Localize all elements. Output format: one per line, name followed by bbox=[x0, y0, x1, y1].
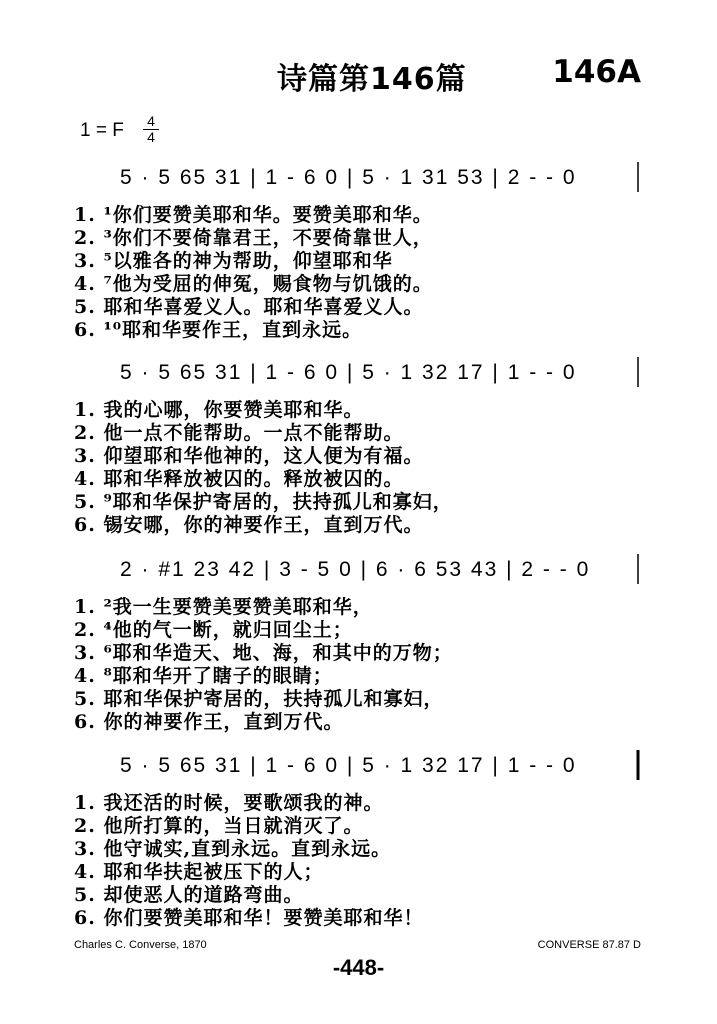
lyric-line: 5. 却使恶人的道路弯曲。 bbox=[74, 884, 304, 906]
notation-line bbox=[0, 552, 717, 586]
notation-svg bbox=[0, 552, 717, 586]
notation-svg bbox=[0, 748, 717, 782]
lyric-line: 2. 他一点不能帮助。一点不能帮助。 bbox=[74, 422, 404, 444]
lyric-line: 5. ⁹耶和华保护寄居的，扶持孤儿和寡妇， bbox=[74, 491, 453, 513]
page-number: -448- bbox=[332, 955, 385, 980]
tune-name: CONVERSE 87.87 D bbox=[537, 939, 641, 951]
notation-svg bbox=[0, 160, 717, 194]
lyric-line: 2. ³你们不要倚靠君王，不要倚靠世人， bbox=[74, 227, 433, 249]
composer-credit: Charles C. Converse, 1870 bbox=[74, 939, 207, 951]
notation-svg bbox=[0, 355, 717, 389]
lyric-line: 6. 你的神要作王，直到万代。 bbox=[74, 711, 344, 733]
lyric-line: 3. ⁵以雅各的神为帮助，仰望耶和华 bbox=[74, 250, 393, 272]
notation-text: 5 · 5 65 31 | 1 - 6 0 | 5 · 1 31 53 | 2 - - 0 bbox=[120, 166, 577, 189]
notation-text: 5 · 5 65 31 | 1 - 6 0 | 5 · 1 32 17 | 1 - - 0 bbox=[120, 361, 577, 384]
lyric-line: 2. ⁴他的气一断，就归回尘土； bbox=[74, 619, 353, 641]
lyric-line: 6. 锡安哪，你的神要作王，直到万代。 bbox=[74, 514, 424, 536]
lyric-line: 5. 耶和华保护寄居的，扶持孤儿和寡妇， bbox=[74, 688, 444, 710]
hymn-number: 146A bbox=[552, 54, 641, 90]
lyric-line: 3. 仰望耶和华他神的，这人便为有福。 bbox=[74, 445, 424, 467]
time-signature bbox=[143, 114, 159, 145]
lyric-line: 1. 我还活的时候，要歌颂我的神。 bbox=[74, 792, 384, 814]
notation-line bbox=[0, 748, 717, 782]
lyric-line: 2. 他所打算的，当日就消灭了。 bbox=[74, 815, 364, 837]
notation-text: 2 · #1 23 42 | 3 - 5 0 | 6 · 6 53 43 | 2 - - 0 bbox=[120, 558, 591, 581]
lyric-line: 6. 你们要赞美耶和华！要赞美耶和华！ bbox=[74, 907, 424, 929]
time-signature-top: 4 bbox=[147, 113, 155, 129]
notation-line bbox=[0, 355, 717, 389]
lyric-line: 5. 耶和华喜爱义人。耶和华喜爱义人。 bbox=[74, 296, 424, 318]
lyric-line: 1. ¹你们要赞美耶和华。要赞美耶和华。 bbox=[74, 204, 433, 226]
notation-text: 5 · 5 65 31 | 1 - 6 0 | 5 · 1 32 17 | 1 - - 0 bbox=[120, 754, 577, 777]
lyric-line: 4. ⁷他为受屈的伸冤，赐食物与饥饿的。 bbox=[74, 273, 433, 295]
page-title: 诗篇第146篇 bbox=[277, 62, 467, 97]
lyric-line: 1. ²我一生要赞美要赞美耶和华， bbox=[74, 596, 373, 618]
notation-line bbox=[0, 160, 717, 194]
key-signature: 1 = F bbox=[80, 120, 124, 141]
lyric-line: 3. ⁶耶和华造天、地、海，和其中的万物； bbox=[74, 642, 453, 664]
lyric-line: 4. 耶和华扶起被压下的人； bbox=[74, 861, 324, 883]
lyric-line: 6. ¹⁰耶和华要作王，直到永远。 bbox=[74, 319, 363, 341]
lyric-line: 4. 耶和华释放被囚的。释放被囚的。 bbox=[74, 468, 404, 490]
lyric-line: 1. 我的心哪，你要赞美耶和华。 bbox=[74, 399, 364, 421]
time-signature-bottom: 4 bbox=[143, 129, 159, 145]
lyric-line: 4. ⁸耶和华开了瞎子的眼睛； bbox=[74, 665, 333, 687]
lyric-line: 3. 他守诚实,直到永远。直到永远。 bbox=[74, 838, 392, 860]
